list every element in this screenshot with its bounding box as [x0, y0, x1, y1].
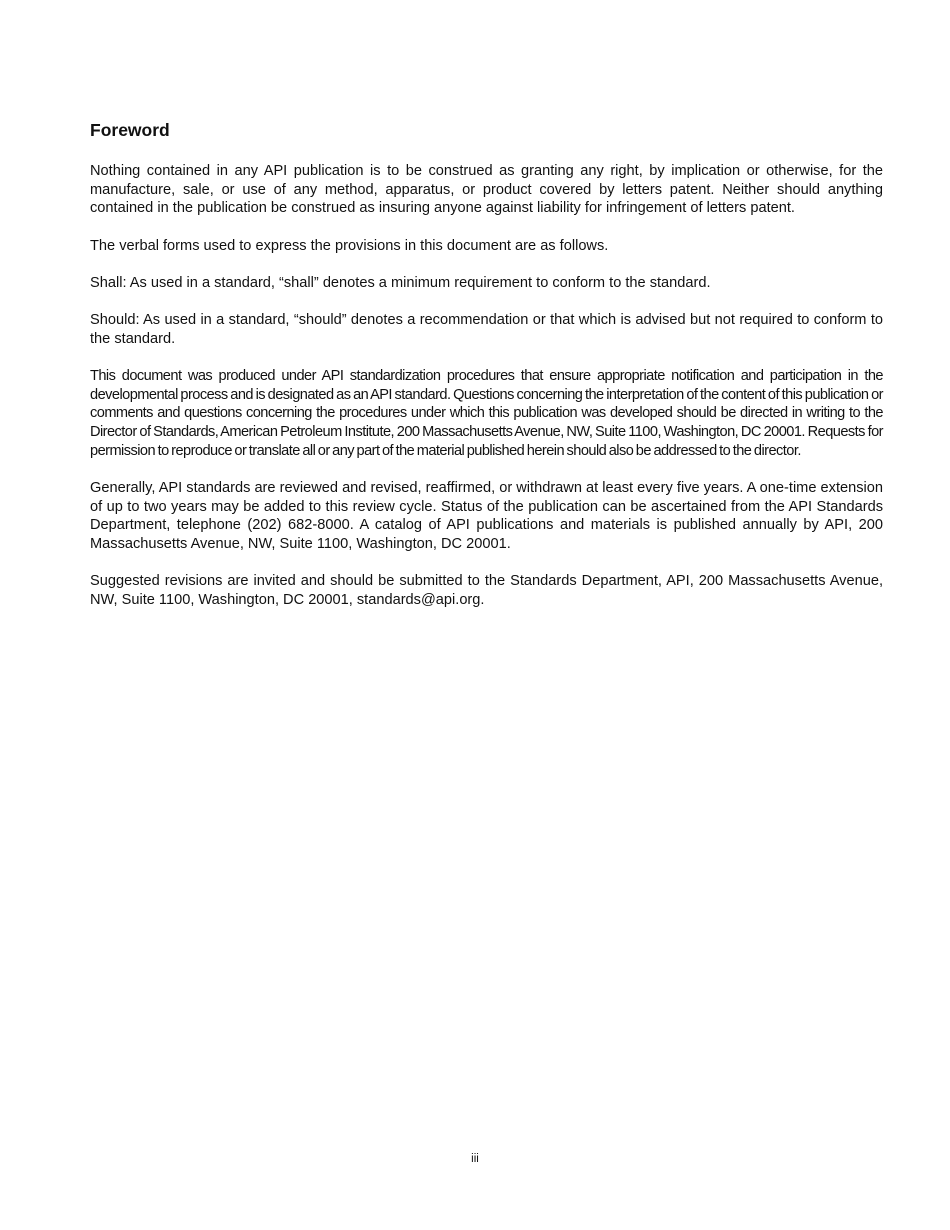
page-title: Foreword: [90, 120, 170, 140]
paragraph-suggested-revisions: Suggested revisions are invited and should be submitted to the Standards Department, API, 200 Massachusetts Avenue, NW, Suite 1100, Washington, DC 20001, standards@api.org.: [90, 573, 883, 608]
paragraph-standardization-procedures: This document was produced under API standardization procedures that ensure appropriate notification and participation in the developmental process and is designated as an API standard. Questions concerning the interpretation of the content of this publication or comments and questions concerning the procedures under which this publication was developed should be directed in writing to the Director of Standards, American Petroleum Institute, 200 Massachusetts Avenue, NW, Suite 1100, Washington, DC 20001. Requests for permission to reproduce or translate all or any part of the material published herein should also be addressed to the director.: [90, 367, 883, 459]
paragraph-review-cycle: Generally, API standards are reviewed and revised, reaffirmed, or withdrawn at least every five years. A one-time extension of up to two years may be added to this review cycle. Status of the publication can be ascertained from the API Standards Department, telephone (202) 682-8000. A catalog of API publications and materials is published annually by API, 200 Massachusetts Avenue, NW, Suite 1100, Washington, DC 20001.: [90, 479, 883, 553]
foreword-section: [90, 119, 883, 628]
paragraph-should-definition: Should: As used in a standard, “should” denotes a recommendation or that which is advised but not required to conform to the standard.: [90, 312, 883, 347]
paragraph-shall-definition: Shall: As used in a standard, “shall” denotes a minimum requirement to conform to the standard.: [90, 274, 711, 291]
page-number: iii: [471, 1153, 479, 1165]
paragraph-patent-disclaimer: Nothing contained in any API publication is to be construed as granting any right, by implication or otherwise, for the manufacture, sale, or use of any method, apparatus, or product covered by letters patent. Neither should anything contained in the publication be construed as insuring anyone against liability for infringement of letters patent.: [90, 163, 883, 217]
paragraph-verbal-forms: The verbal forms used to express the provisions in this document are as follows.: [90, 237, 609, 254]
